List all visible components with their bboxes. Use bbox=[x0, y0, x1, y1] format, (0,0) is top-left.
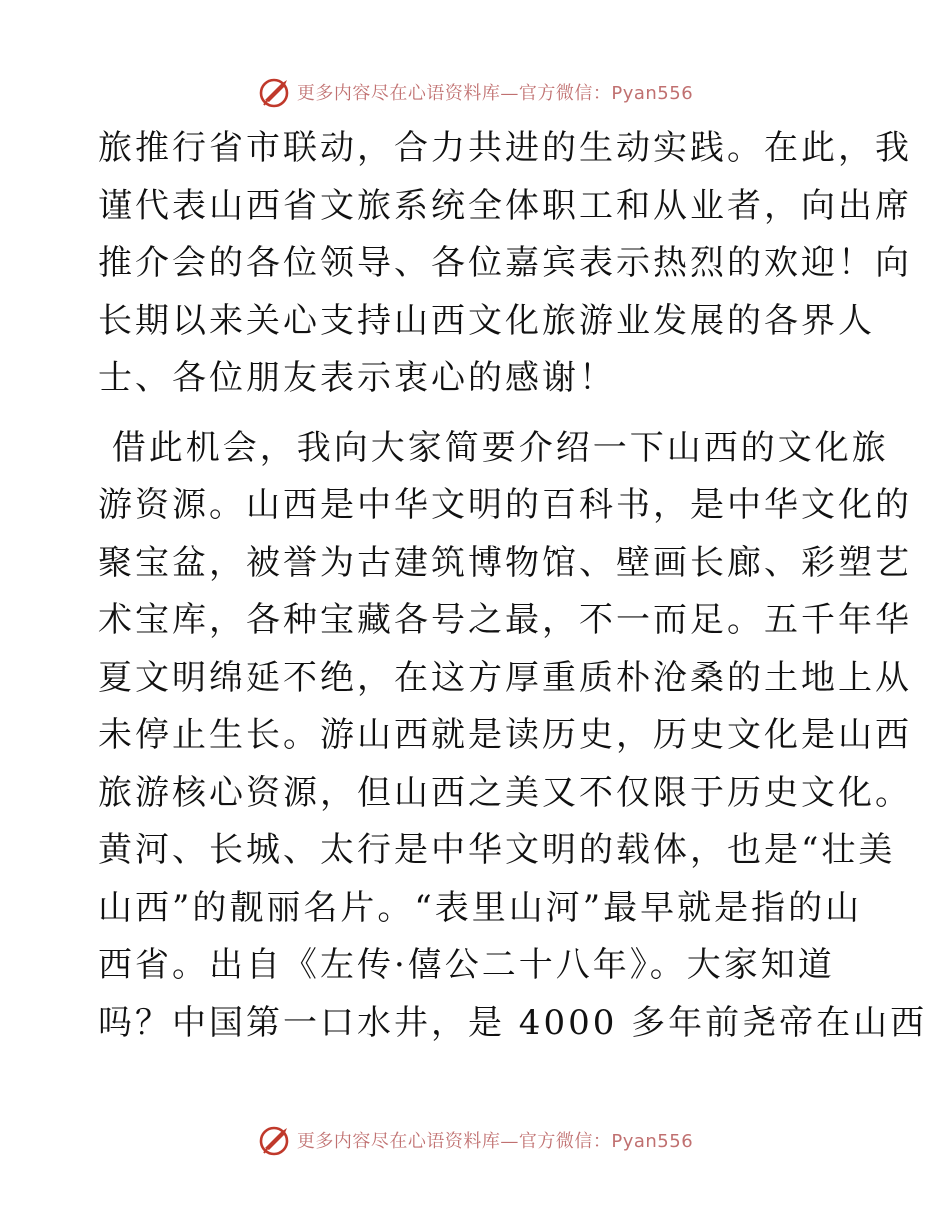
footer-banner-title: 更多内容尽在心语资料库 bbox=[296, 1131, 501, 1152]
text-line: 长期以来关心支持山西文化旅游业发展的各界人 bbox=[98, 300, 875, 341]
text-line: 旅推行省市联动，合力共进的生动实践。在此，我 bbox=[98, 128, 912, 168]
text-line: 士、各位朋友表示衷心的感谢！ bbox=[98, 358, 616, 398]
footer-banner-separator: — bbox=[500, 1131, 519, 1152]
footer-banner bbox=[0, 1120, 950, 1160]
text-line: 术宝库，各种宝藏各号之最，不一而足。五千年华 bbox=[98, 600, 912, 640]
text-line: 山西”的靓丽名片。“表里山河”最早就是指的山 bbox=[98, 887, 863, 928]
header-banner-wechat-label: 官方微信： bbox=[518, 83, 612, 104]
header-banner-separator: — bbox=[500, 83, 519, 104]
text-line: 游资源。山西是中华文明的百科书，是中华文化的 bbox=[98, 485, 912, 525]
text-line: 黄河、长城、太行是中华文明的载体，也是“壮美 bbox=[98, 830, 896, 870]
text-line: 聚宝盆，被誉为古建筑博物馆、壁画长廊、彩塑艺 bbox=[98, 542, 912, 583]
text-line: 吗？中国第一口水井，是 4000 多年前尧帝在山西 bbox=[98, 1002, 928, 1043]
paragraph-2 bbox=[98, 420, 928, 1053]
text-line: 西省。出自《左传·僖公二十八年》。大家知道 bbox=[98, 945, 835, 985]
text-line: 谨代表山西省文旅系统全体职工和从业者，向出席 bbox=[98, 185, 912, 226]
text-line: 旅游核心资源，但山西之美又不仅限于历史文化。 bbox=[98, 772, 912, 813]
header-banner-title: 更多内容尽在心语资料库 bbox=[296, 83, 501, 104]
footer-banner-text bbox=[297, 1127, 693, 1153]
quill-logo-icon bbox=[257, 1122, 293, 1158]
text-line: 推介会的各位领导、各位嘉宾表示热烈的欢迎！向 bbox=[98, 243, 912, 283]
footer-banner-wechat-id: Pyan556 bbox=[611, 1131, 694, 1152]
quill-logo-icon bbox=[257, 74, 293, 110]
paragraph-1 bbox=[98, 120, 912, 408]
header-banner-wechat-id: Pyan556 bbox=[611, 83, 694, 104]
text-line: 夏文明绵延不绝，在这方厚重质朴沧桑的土地上从 bbox=[98, 657, 912, 698]
paragraph-gap bbox=[98, 408, 858, 420]
header-banner bbox=[0, 72, 950, 112]
header-banner-text bbox=[297, 79, 693, 105]
document-body bbox=[98, 120, 928, 1052]
text-line: 未停止生长。游山西就是读历史，历史文化是山西 bbox=[98, 715, 912, 755]
footer-banner-wechat-label: 官方微信： bbox=[518, 1131, 612, 1152]
text-line: 借此机会，我向大家简要介绍一下山西的文化旅 bbox=[98, 427, 889, 468]
